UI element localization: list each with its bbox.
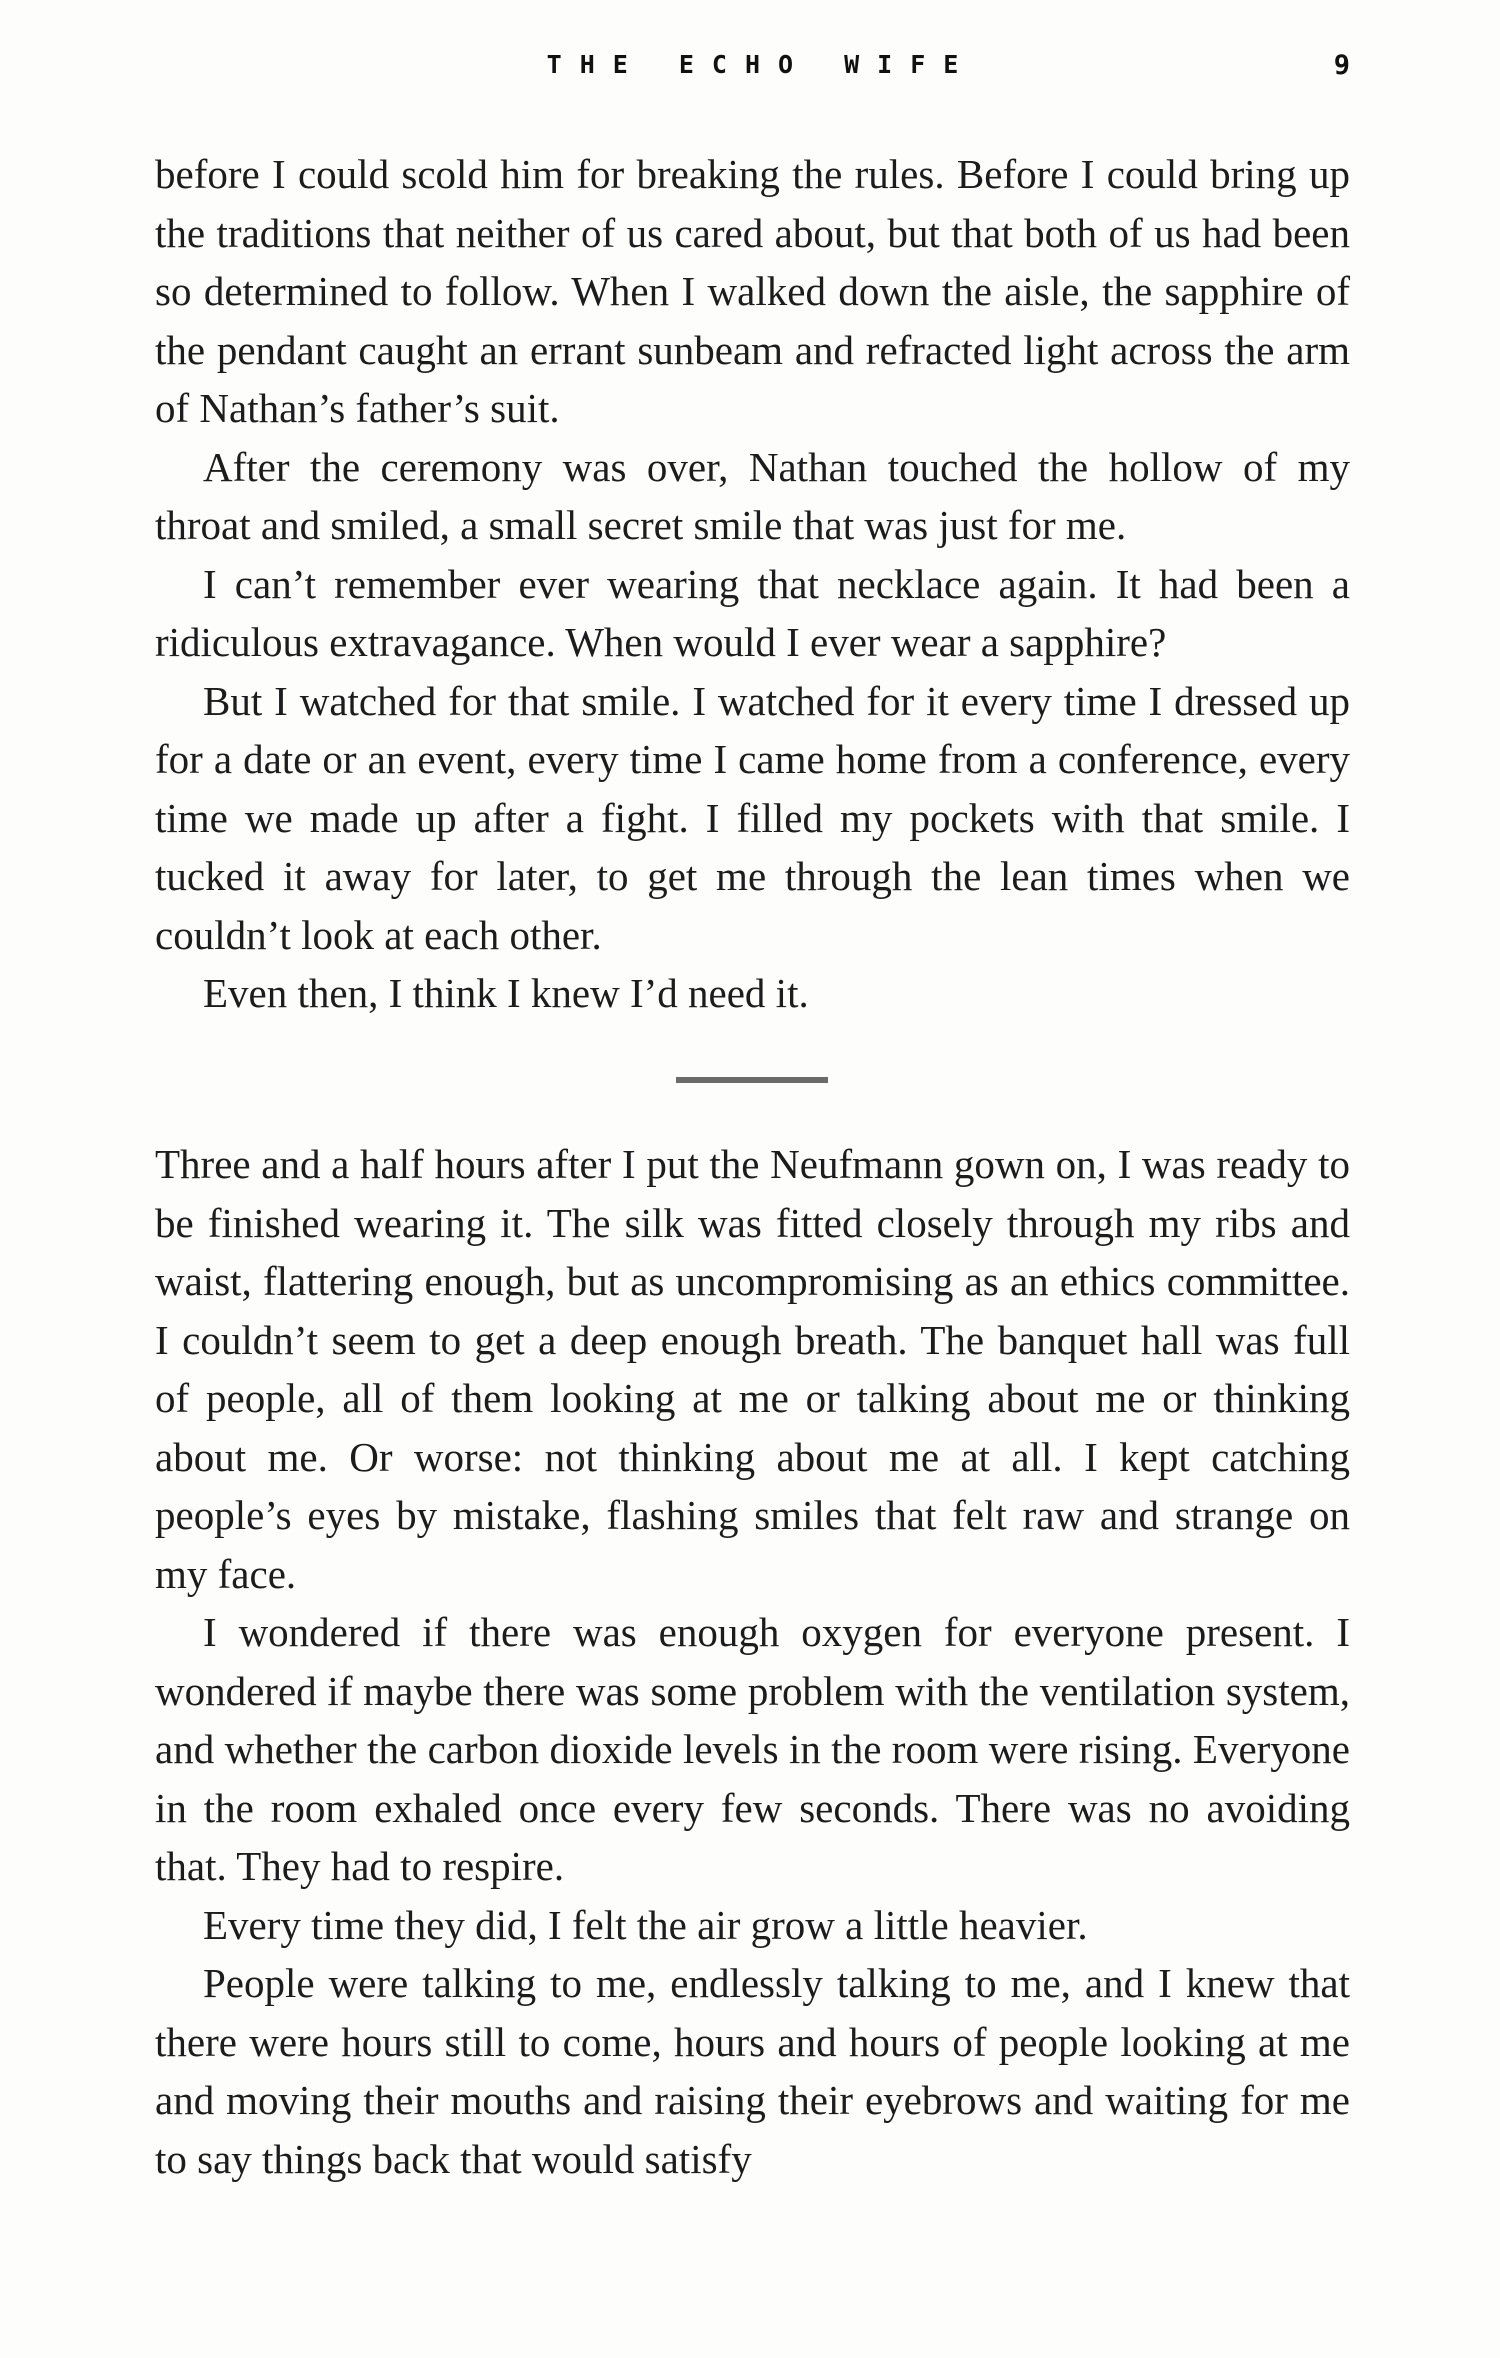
paragraph: I can’t remember ever wearing that necklace again. It had been a ridiculous extravagance. When would I ever wear a sapphire? [155,560,1350,665]
paragraph: Every time they did, I felt the air grow a little heavier. [203,1901,1088,1948]
paragraph: Even then, I think I knew I’d need it. [203,970,809,1016]
book-title: THE ECHO WIFE [546,50,977,79]
paragraph: Three and a half hours after I put the Neufmann gown on, I was ready to be finished wearing it. The silk was fitted closely through my ribs and waist, flattering enough, but as uncompromising as an ethics committee. I couldn’t seem to get a deep enough breath. The banquet hall was full of people, all of them looking at me or talking about me or thinking about me. Or worse: not thinking about me at all. I kept catching people’s eyes by mistake, flashing smiles that felt raw and strange on my face. [155,1141,1350,1597]
text-section-2 [155,1135,1350,2188]
page-number: 9 [1333,50,1350,81]
running-head [155,50,1350,90]
paragraph: After the ceremony was over, Nathan touched the hollow of my throat and smiled, a small secret smile that was just for me. [155,443,1350,548]
paragraph: People were talking to me, endlessly talking to me, and I knew that there were hours still to come, hours and hours of people looking at me and moving their mouths and raising their eyebrows and waiting for me to say things back that would satisfy [155,1960,1350,2182]
scene-break-divider [676,1077,828,1083]
text-section-1 [155,145,1350,1023]
paragraph: But I watched for that smile. I watched for it every time I dressed up for a date or an event, every time I came home from a conference, every time we made up after a fight. I filled my pockets with that smile. I tucked it away for later, to get me through the lean times when we couldn’t look at each other. [155,677,1350,958]
paragraph: before I could scold him for breaking the rules. Before I could bring up the traditions that neither of us cared about, but that both of us had been so determined to follow. When I walked down the aisle, the sapphire of the pendant caught an errant sunbeam and refracted light across the arm of Nathan’s father’s suit. [155,151,1350,431]
paragraph: I wondered if there was enough oxygen for everyone present. I wondered if maybe there was some problem with the ventilation system, and whether the carbon dioxide levels in the room were rising. Everyone in the room exhaled once every few seconds. There was no avoiding that. They had to respire. [155,1609,1350,1889]
